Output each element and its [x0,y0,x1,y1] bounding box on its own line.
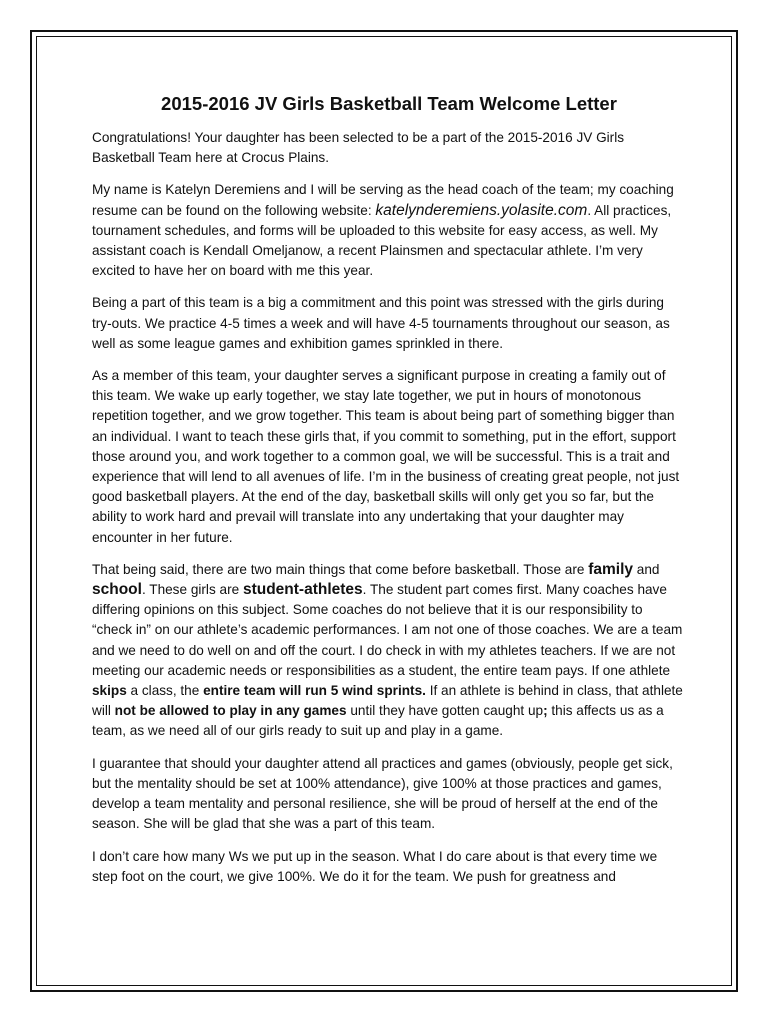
emphasis-student-athletes: student-athletes [242,581,363,599]
text-segment: If an athlete is behind in class, that athlete will [92,683,683,719]
paragraph-effort: I don’t care how many Ws we put up in the season. What I do care about is that every time we step foot on the court, we give 100%. We do it for the team. We push for greatness and [92,848,658,884]
emphasis-wind-sprints: entire team will run 5 wind sprints. [203,683,426,699]
text-segment: . All practices, tournament schedules, and forms will be uploaded to this website for easy access, as well. My assistant coach is Kendall Omeljanow, a recent Plainsmen and spectacular athlete. I’m very excited to have her on board with me this year. [92,202,672,279]
paragraph-guarantee: I guarantee that should your daughter attend all practices and games (obviously, people get sick, but the mentality should be set at 100% attendance), give 100% at those practices and games, develop a team mentality and personal resilience, she will be proud of herself at the end of the season. She will be glad that she was a part of this team. [92,755,673,832]
paragraph-commitment: Being a part of this team is a big a commitment and this point was stressed with the girls during try-outs. We practice 4-5 times a week and will have 4-5 tournaments throughout our season, as well as some league games and exhibition games sprinkled in there. [92,295,670,351]
paragraph-family: As a member of this team, your daughter serves a significant purpose in creating a family out of this team. We wake up early together, we stay late together, we put in hours of monotonous repetition together, and we grow together. This team is about being part of something bigger than an individual. I want to teach these girls that, if you commit to something, put in the effort, support those around you, and work together to a common goal, we will be successful. This is a trait and experience that will lend to all avenues of life. I’m in the business of creating great people, not just good basketball players. At the end of the day, basketball skills will only get you so far, but the ability to work hard and prevail will translate into any undertaking that your daughter may encounter in her future. [92,368,680,545]
text-segment: this affects us as a team, as we need all of our girls ready to suit up and play in a game. [92,703,664,739]
text-segment: . The student part comes first. Many coaches have differing opinions on this subject. Some coaches do not believe that it is our responsibility to “check in” on our athlete’s academic performances. I am not one of those coaches. We are a team and we need to do well on and off the court. I do check in with my athletes teachers. If we are not meeting our academic needs or responsibilities as a student, the entire team pays. If one athlete [92,582,683,678]
text-segment: a class, the [126,683,204,699]
text-segment: My name is Katelyn Deremiens and I will be serving as the head coach of the team; my coaching resume can be found on the following website: [92,182,674,218]
emphasis-family: family [588,560,634,578]
text-segment: That being said, there are two main things that come before basketball. Those are [92,561,589,577]
emphasis-school: school [92,581,142,599]
website-link[interactable]: katelynderemiens.yolasite.com [375,201,588,219]
paragraph-coach-intro [92,180,686,281]
paragraph-academics [92,560,686,742]
text-segment: until they have gotten caught up [346,703,544,719]
text-segment: and [633,561,660,577]
paragraph-congratulations: Congratulations! Your daughter has been selected to be a part of the 2015-2016 JV Girls Basketball Team here at Crocus Plains. [92,130,625,166]
letter-body [92,92,686,899]
emphasis-not-allowed: not be allowed to play in any games [114,703,347,719]
emphasis-skips: skips [92,683,127,699]
emphasis-semicolon: ; [543,703,548,719]
letter-title: 2015-2016 JV Girls Basketball Team Welcome Letter [161,93,617,114]
text-segment: . These girls are [141,582,243,598]
